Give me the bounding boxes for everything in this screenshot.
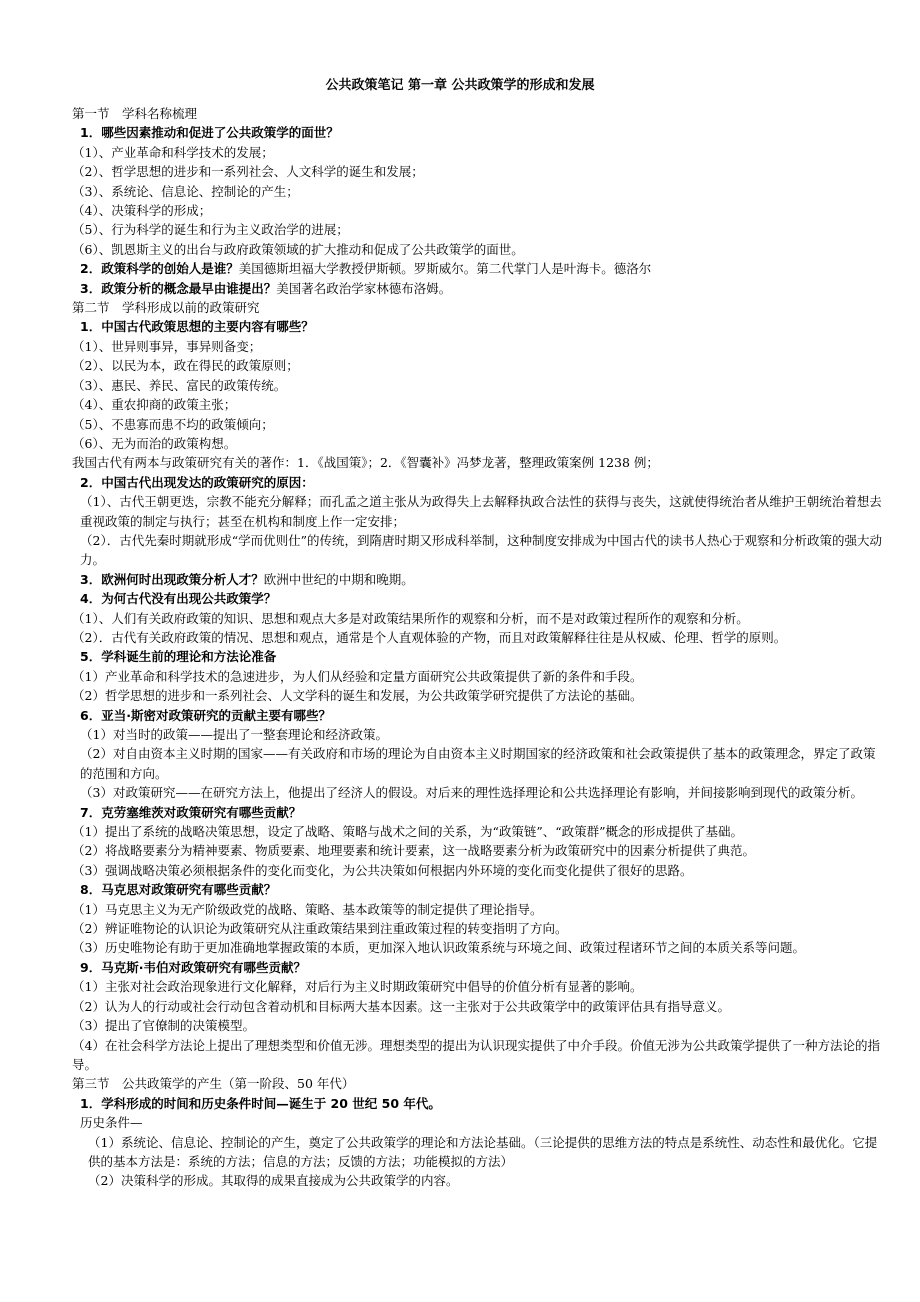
question-heading: 4．为何古代没有出现公共政策学？ (80, 591, 277, 607)
text-line: （1）、产业革命和科学技术的发展； (72, 144, 274, 160)
text-line: （1）、世异则事异，事异则备变； (72, 338, 262, 354)
text-line: （3）提出了官僚制的决策模型。 (72, 1018, 255, 1034)
text-line: （1）提出了系统的战略决策思想，设定了战略、策略与战术之间的关系，为“政策链”、“政策群”概念的形成提供了基础。 (72, 824, 744, 840)
text-line: （4）、重农抑商的政策主张； (72, 397, 237, 413)
text-line: （5）、不患寡而患不均的政策倾向； (72, 416, 274, 432)
question-heading: 2．中国古代出现发达的政策研究的原因： (80, 474, 314, 490)
text-line: （2）．古代先秦时期就形成“学而优则仕”的传统，到隋唐时期又形成科举制，这种制度安排成为中国古代的读书人热心于观察和分析政策的强大动力。 (80, 532, 882, 568)
text-line: （6）、凯恩斯主义的出台与政府政策领域的扩大推动和促成了公共政策学的面世。 (72, 241, 524, 257)
page-title: 公共政策笔记 第一章 公共政策学的形成和发展 (325, 78, 595, 93)
text-line: （2）对自由资本主义时期的国家——有关政府和市场的理论为自由资本主义时期国家的经济政策和社会政策提供了基本的政策理念，界定了政策的范围和方向。 (80, 746, 876, 781)
text-line: （2）、以民为本，政在得民的政策原则； (72, 358, 299, 374)
text-line: （3）、系统论、信息论、控制论的产生； (72, 183, 299, 199)
text-line: （2）．古代有关政府政策的情况、思想和观点，通常是个人直观体验的产物，而且对政策解释往往是从权威、伦理、哲学的原则。 (72, 629, 787, 645)
text-line: （2）认为人的行动或社会行动包含着动机和目标两大基本因素。这一主张对于公共政策学中的政策评估具有指导意义。 (72, 998, 730, 1014)
text-line: （6）、无为而治的政策构想。 (72, 435, 237, 451)
text-line: （4）、决策科学的形成； (72, 203, 212, 219)
text-line: 我国古代有两本与政策研究有关的著作：1．《战国策》；2．《智囊补》冯梦龙著，整理政策案例 1238 例； (72, 455, 659, 471)
question-heading: 7．克劳塞维茨对政策研究有哪些贡献？ (80, 804, 302, 820)
question-heading: 6．亚当·斯密对政策研究的贡献主要有哪些？ (80, 707, 331, 723)
text-line: （1）产业革命和科学技术的急速进步，为人们从经验和定量方面研究公共政策提供了新的条件和手段。 (72, 668, 643, 684)
text-line: （5）、行为科学的诞生和行为主义政治学的进展； (72, 222, 349, 238)
section-heading: 第二节 学科形成以前的政策研究 (72, 300, 260, 316)
text-line: 3．政策分析的概念最早由谁提出？美国著名政治学家林德布洛姆。 (80, 280, 452, 296)
text-line: （1）、人们有关政府政策的知识、思想和观点大多是对政策结果所作的观察和分析，而不是对政策过程所作的观察和分析。 (72, 610, 749, 626)
question-heading: 5．学科诞生前的理论和方法论准备 (80, 649, 277, 665)
section-heading: 第三节 公共政策学的产生（第一阶段、50 年代） (72, 1076, 355, 1092)
text-line: （2）将战略要素分为精神要素、物质要素、地理要素和统计要素，这一战略要素分析为政策研究中的因素分析提供了典范。 (72, 843, 755, 859)
text-line: （1）主张对社会政治现象进行文化解释，对后行为主义时期政策研究中倡导的价值分析有显著的影响。 (72, 979, 643, 995)
document-body (72, 104, 882, 1191)
text-line: 3．欧洲何时出现政策分析人才？欧洲中世纪的中期和晚期。 (80, 571, 414, 587)
text-line: （2）决策科学的形成。其取得的成果直接成为公共政策学的内容。 (88, 1173, 459, 1189)
text-line: 历史条件— (80, 1115, 143, 1131)
text-line: （1）马克思主义为无产阶级政党的战略、策略、基本政策等的制定提供了理论指导。 (72, 901, 543, 917)
text-line: （2）哲学思想的进步和一系列社会、人文学科的诞生和发展，为公共政策学研究提供了方法论的基础。 (72, 688, 643, 704)
question-heading: 1．学科形成的时间和历史条件时间—诞生于 20 世纪 50 年代。 (80, 1095, 441, 1111)
text-line: （3）、惠民、养民、富民的政策传统。 (72, 377, 287, 393)
text-line: （1）对当时的政策——提出了一整套理论和经济政策。 (80, 727, 388, 742)
text-line: （3）对政策研究——在研究方法上，他提出了经济人的假设。对后来的理性选择理论和公共选择理论有影响，并间接影响到现代的政策分析。 (80, 785, 863, 801)
text-line: （2）、哲学思想的进步和一系列社会、人文科学的诞生和发展； (72, 164, 424, 180)
question-heading: 1．中国古代政策思想的主要内容有哪些？ (80, 319, 314, 335)
section-heading: 第一节 学科名称梳理 (72, 106, 198, 121)
text-line: （1）系统论、信息论、控制论的产生，奠定了公共政策学的理论和方法论基础。（三论提供的思维方法的特点是系统性、动态性和最优化。它提供的基本方法是：系统的方法；信息的方法；反馈的方法；功能模拟的方法） (88, 1134, 878, 1169)
text-line: （3）历史唯物论有助于更加准确地掌握政策的本质，更加深入地认识政策系统与环境之间、政策过程诸环节之间的本质关系等问题。 (72, 940, 805, 956)
question-heading: 1．哪些因素推动和促进了公共政策学的面世？ (80, 125, 339, 141)
text-line: （4）在社会科学方法论上提出了理想类型和价值无涉。理想类型的提出为认识现实提供了中介手段。价值无涉为公共政策学提供了一种方法论的指导。 (72, 1037, 880, 1072)
text-line: （2）辨证唯物论的认识论为政策研究从注重政策结果到注重政策过程的转变指明了方向。 (72, 921, 568, 937)
question-heading: 9．马克斯·韦伯对政策研究有哪些贡献？ (80, 959, 306, 975)
text-line: （3）强调战略决策必须根据条件的变化而变化，为公共决策如何根据内外环境的变化而变化提供了很好的思路。 (72, 862, 693, 878)
question-heading: 8．马克思对政策研究有哪些贡献？ (80, 882, 277, 898)
text-line: 2．政策科学的创始人是谁？美国德斯坦福大学教授伊斯顿。罗斯威尔。第二代掌门人是叶海卡。德洛尔 (80, 261, 652, 277)
text-line: （1）、古代王朝更迭，宗教不能充分解释；而孔孟之道主张从为政得失上去解释执政合法性的获得与丧失，这就使得统治者从维护王朝统治着想去重视政策的制定与执行；甚至在机构和制度上作一定安排； (80, 494, 882, 529)
